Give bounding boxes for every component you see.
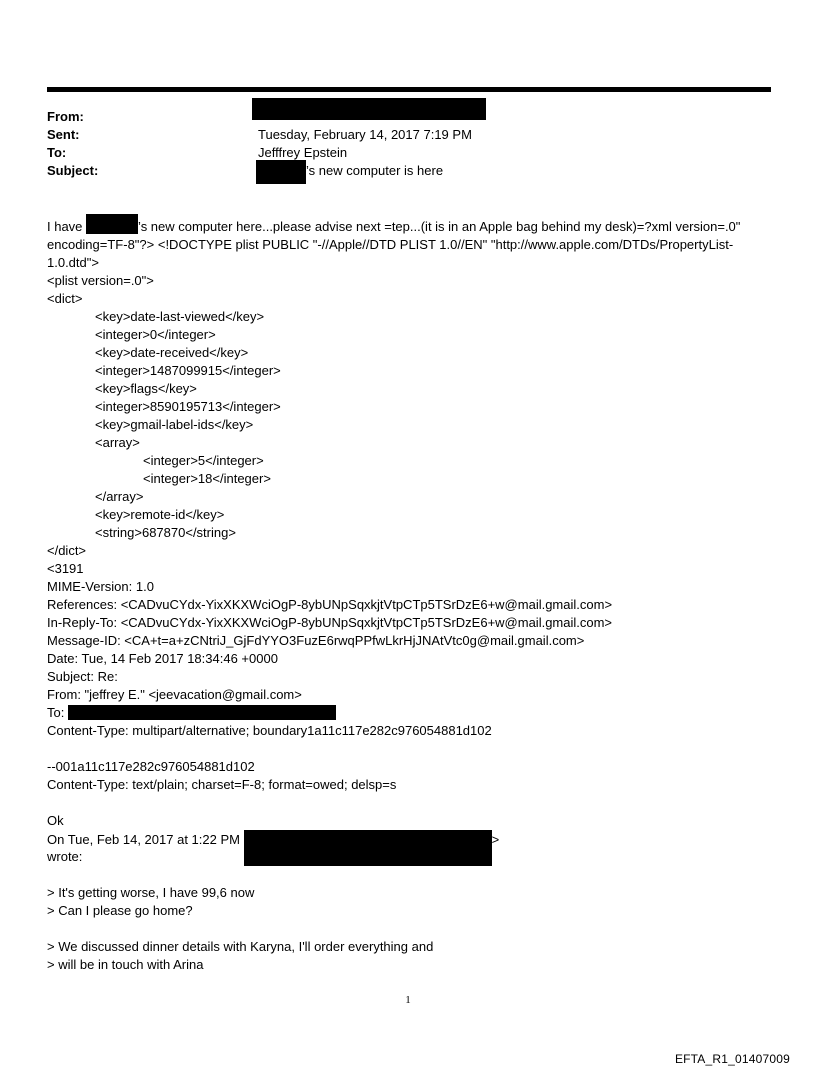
redaction-sender [244,830,492,866]
header-line: Date: Tue, 14 Feb 2017 18:34:46 +0000 [47,651,278,666]
quote-attribution [47,830,777,848]
sent-value: Tuesday, February 14, 2017 7:19 PM [258,127,472,142]
subject-value: ’s new computer is here [306,163,444,178]
header-line: <3191 [47,561,84,576]
spacer [47,794,777,812]
redaction-name [86,214,138,234]
to-line [47,704,777,722]
quoted-line: > It's getting worse, I have 99,6 now [47,885,255,900]
dict-line: <key>date-received</key> [95,345,249,360]
dict-line: <key>flags</key> [95,381,197,396]
to-value: Jefffrey Epstein [258,145,348,160]
dict-line: </array> [95,489,144,504]
subject-label: Subject: [47,163,99,178]
header-line: Subject: Re: [47,669,118,684]
header-line: References: <CADvuCYdx-YixXKXWciOgP-8ybUNpSqxkjtVtpCTp5TSrDzE6+w@mail.gmail.com> [47,597,613,612]
spacer [47,740,777,758]
attribution-date: On Tue, Feb 14, 2017 at 1:22 PM [47,832,240,847]
boundary-line: --001a11c117e282c976054881d102 [47,759,255,774]
plist-line: <plist version=.0"> [47,273,154,288]
redaction-to [68,705,336,720]
quoted-line: > We discussed dinner details with Karyna, I'll order everything and [47,939,434,954]
sent-label: Sent: [47,127,80,142]
plist-line: <dict> [47,291,83,306]
reply-ok: Ok [47,813,64,828]
content-type-line: Content-Type: multipart/alternative; boundary1a11c117e282c976054881d102 [47,723,492,738]
header-rule [47,87,771,92]
dict-line: <string>687870</string> [95,525,236,540]
intro-text-start: I have [47,219,83,234]
dict-line: <integer>8590195713</integer> [95,399,281,414]
header-line: In-Reply-To: <CADvuCYdx-YixXKXWciOgP-8ybUNpSqxkjtVtpCTp5TSrDzE6+w@mail.gmail.com> [47,615,613,630]
attribution-end: > [491,832,500,847]
dict-line: <integer>1487099915</integer> [95,363,281,378]
intro-text-rest: ’s new computer here...please advise next =tep...(it is in an Apple bag behind my desk)=?xml version=.0" encoding=TF-8"?> <!DOCTYPE plist PUBLIC "-//Apple//DTD PLIST 1.0//EN" "http://www.apple.com/DTDs/PropertyList-1.0.dtd"> [47,219,741,270]
page-number: 1 [405,994,411,1006]
to-line-label: To: [47,705,65,720]
intro-paragraph [47,214,777,272]
array-item: <integer>18</integer> [143,471,271,486]
spacer [47,920,777,938]
email-body [47,214,777,974]
header-line: MIME-Version: 1.0 [47,579,154,594]
dict-line: <integer>0</integer> [95,327,216,342]
wrote-label: wrote: [47,849,83,864]
dict-line: <key>date-last-viewed</key> [95,309,265,324]
dict-line: <key>gmail-label-ids</key> [95,417,254,432]
spacer [47,866,777,884]
to-label: To: [47,145,67,160]
header-line: Message-ID: <CA+t=a+zCNtriJ_GjFdYYO3FuzE6rwqPPfwLkrHjJNAtVtc0g@mail.gmail.com> [47,633,585,648]
from-label: From: [47,109,84,124]
boundary-line: Content-Type: text/plain; charset=F-8; format=owed; delsp=s [47,777,397,792]
redaction-from [252,98,486,120]
document-id: EFTA_R1_01407009 [674,1052,790,1066]
array-item: <integer>5</integer> [143,453,264,468]
redaction-subject [256,160,306,184]
dict-line: <array> [95,435,140,450]
quoted-line: > Can I please go home? [47,903,193,918]
header-line: From: "jeffrey E." <jeevacation@gmail.com> [47,687,302,702]
header-line: </dict> [47,543,87,558]
dict-line: <key>remote-id</key> [95,507,225,522]
quoted-line: > will be in touch with Arina [47,957,204,972]
